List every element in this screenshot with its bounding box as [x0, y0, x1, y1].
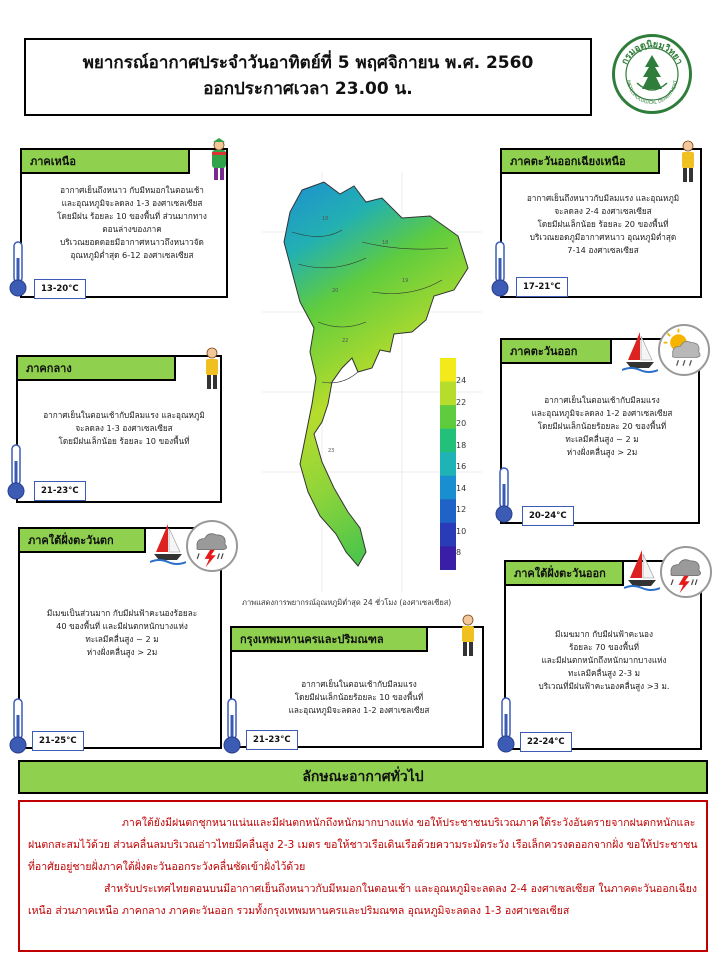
region-central-header: ภาคกลาง: [16, 355, 176, 381]
region-south-east-header: ภาคใต้ฝั่งตะวันออก: [504, 560, 624, 586]
color-scale-segment: [440, 452, 456, 476]
thermometer-icon: [222, 697, 242, 755]
region-northeast-text: อากาศเย็นถึงหนาวกับมีลมแรง และอุณหภูมิ จะลดลง 2-4 องศาเซลเซียส โดยมีฝนเล็กน้อย ร้อยละ 20 ของพื้นที่ บริเวณยอดภูมีอากาศหนาว อุณหภูมิต่ำสุด 7-14 องศาเซลเซียส: [526, 193, 680, 255]
tmd-logo: [612, 34, 692, 114]
color-scale-segment: [440, 429, 456, 453]
region-south-west-text: มีเมฆเป็นส่วนมาก กับมีฝนฟ้าคะนองร้อยละ 40 ของพื้นที่ และมีฝนตกหนักบางแห่ง ทะเลมีคลื่นสูง ~ 2 ม ห่างฝั่งคลื่นสูง > 2ม: [46, 608, 198, 657]
general-weather-header: ลักษณะอากาศทั่วไป: [18, 760, 708, 794]
region-east-text: อากาศเย็นในตอนเช้ากับมีลมแรง และอุณหภูมิจะลดลง 1-2 องศาเซลเซียส โดยมีฝนเล็กน้อยร้อยละ 20 ของพื้นที่ ทะเลมีคลื่นสูง ~ 2 ม ห่างฝั่งคลื่นสูง > 2ม: [531, 395, 673, 457]
person-icon: [676, 140, 700, 186]
svg-text:19: 19: [402, 278, 409, 284]
color-scale-label: 14: [456, 483, 467, 493]
general-weather-para-2: สำหรับประเทศไทยตอนบนมีอากาศเย็นถึงหนาวกับมีหมอกในตอนเช้า และอุณหภูมิจะลดลง 2-4 องศาเซลเซียส ในภาคตะวันออกเฉียงเหนือ ส่วนภาคเหนือ ภาคกลาง ภาคตะวันออก รวมทั้งกรุงเทพมหานครและปริมณฑล อุณหภูมิจะลดลง 1-3 องศาเซลเซียส: [28, 883, 698, 917]
color-scale-segment: [440, 382, 456, 406]
region-northeast-box: [500, 148, 702, 298]
region-northeast-temp: 17-21°C: [516, 277, 568, 297]
region-south-west-header: ภาคใต้ฝั่งตะวันตก: [18, 527, 146, 553]
region-south-west-temp: 21-25°C: [32, 731, 84, 751]
svg-text:22: 22: [342, 338, 349, 344]
color-scale-segment: [440, 405, 456, 429]
region-south-east-text: มีเมฆมาก กับมีฝนฟ้าคะนอง ร้อยละ 70 ของพื้นที่ และมีฝนตกหนักถึงหนักมากบางแห่ง ทะเลมีคลื่นสูง 2-3 ม บริเวณที่มีฝนฟ้าคะนองคลื่นสูง >3 ม.: [538, 629, 670, 691]
color-scale-label: 10: [456, 526, 467, 536]
logo-org-en-text: METEOROLOGICAL DEPARTMENT: [624, 79, 679, 107]
svg-text:18: 18: [322, 216, 329, 222]
thermometer-icon: [494, 466, 514, 524]
region-bangkok-header: กรุงเทพมหานครและปริมณฑล: [230, 626, 428, 652]
general-weather-para-1: ภาคใต้ยังมีฝนตกชุกหนาแน่นและมีฝนตกหนักถึงหนักมากบางแห่ง ขอให้ประชาชนบริเวณภาคใต้ระวังอันตรายจากฝนตกหนักและฝนตกสะสมไว้ด้วย ส่วนคลื่นลมบริเวณอ่าวไทยมีคลื่นสูง 2-3 เมตร ขอให้ชาวเรือเดินเรือด้วยความระมัดระวัง เรือเล็กควรงดออกจากฝั่ง ขอให้ประชาชนที่อาศัยอยู่ชายฝั่งภาคใต้ฝั่งตะวันออกระวังคลื่นซัดเข้าฝั่งไว้ด้วย: [28, 817, 698, 873]
sun-cloud-rain-icon: [658, 324, 710, 376]
color-scale-label: 20: [456, 419, 467, 428]
color-scale-label: 22: [456, 397, 467, 407]
sailboat-icon: [150, 522, 186, 566]
svg-text:20: 20: [332, 288, 339, 294]
issue-time: ออกประกาศเวลา 23.00 น.: [203, 79, 413, 99]
region-central-text: อากาศเย็นในตอนเช้ากับมีลมแรง และอุณหภูมิ จะลดลง 1-3 องศาเซลเซียส โดยมีฝนเล็กน้อย ร้อยละ 10 ของพื้นที่: [43, 410, 205, 446]
forecast-title-box: [24, 38, 592, 116]
region-bangkok-text: อากาศเย็นในตอนเช้ากับมีลมแรง โดยมีฝนเล็กน้อยร้อยละ 10 ของพื้นที่ และอุณหภูมิจะลดลง 1-2 องศาเซลเซียส: [288, 679, 430, 715]
region-south-east-temp: 22-24°C: [520, 732, 572, 752]
thermometer-icon: [496, 696, 516, 754]
tmd-logo-icon: [615, 37, 695, 117]
region-central-temp: 21-23°C: [34, 481, 86, 501]
region-east-temp: 20-24°C: [522, 506, 574, 526]
forecast-title: พยากรณ์อากาศประจำวันอาทิตย์ที่ 5 พฤศจิกายน พ.ศ. 2560: [82, 53, 534, 73]
color-scale-segment: [440, 499, 456, 523]
color-scale-segment: [440, 476, 456, 500]
region-north-header: ภาคเหนือ: [20, 148, 190, 174]
logo-org-text: กรมอุตุนิยมวิทยา: [620, 39, 684, 67]
thunderstorm-icon: [186, 520, 238, 572]
person-cold-icon: [204, 138, 234, 184]
color-scale-segment: [440, 523, 456, 547]
color-scale-segment: [440, 358, 456, 382]
thermometer-icon: [8, 240, 28, 298]
thunderstorm-icon: [660, 546, 712, 598]
thermometer-icon: [490, 240, 510, 298]
color-scale-label: 24: [456, 376, 467, 385]
general-weather-text: [18, 800, 708, 952]
region-north-text: อากาศเย็นถึงหนาว กับมีหมอกในตอนเช้า และอุณหภูมิจะลดลง 1-3 องศาเซลเซียส โดยมีฝน ร้อยละ 10 ของพื้นที่ ส่วนมากทาง ตอนล่างของภาค บริเวณยอดดอยมีอากาศหนาวถึงหนาวจัด อุณหภูมิต่ำสุด 6-12 องศาเซลเซียส: [57, 185, 207, 260]
svg-text:23: 23: [328, 448, 335, 454]
person-icon: [456, 614, 480, 660]
thermometer-icon: [6, 443, 26, 501]
color-scale-label: 12: [456, 505, 467, 514]
color-scale-label: 8: [456, 548, 462, 557]
color-scale-label: 18: [456, 440, 467, 450]
temperature-color-scale: [440, 358, 456, 570]
sailboat-icon: [624, 548, 660, 592]
map-caption: ภาพแสดงการพยากรณ์อุณหภูมิต่ำสุด 24 ชั่วโมง (องศาเซลเซียส): [242, 598, 452, 607]
person-icon: [200, 347, 224, 393]
region-bangkok-box: [230, 626, 484, 748]
region-north-box: [20, 148, 228, 298]
region-northeast-header: ภาคตะวันออกเฉียงเหนือ: [500, 148, 660, 174]
region-bangkok-temp: 21-23°C: [246, 730, 298, 750]
region-east-header: ภาคตะวันออก: [500, 338, 612, 364]
svg-text:18: 18: [382, 240, 389, 246]
sailboat-icon: [622, 330, 658, 374]
region-central-box: [16, 355, 222, 503]
thermometer-icon: [8, 697, 28, 755]
region-north-temp: 13-20°C: [34, 279, 86, 299]
color-scale-label: 16: [456, 462, 467, 471]
color-scale-segment: [440, 546, 456, 570]
